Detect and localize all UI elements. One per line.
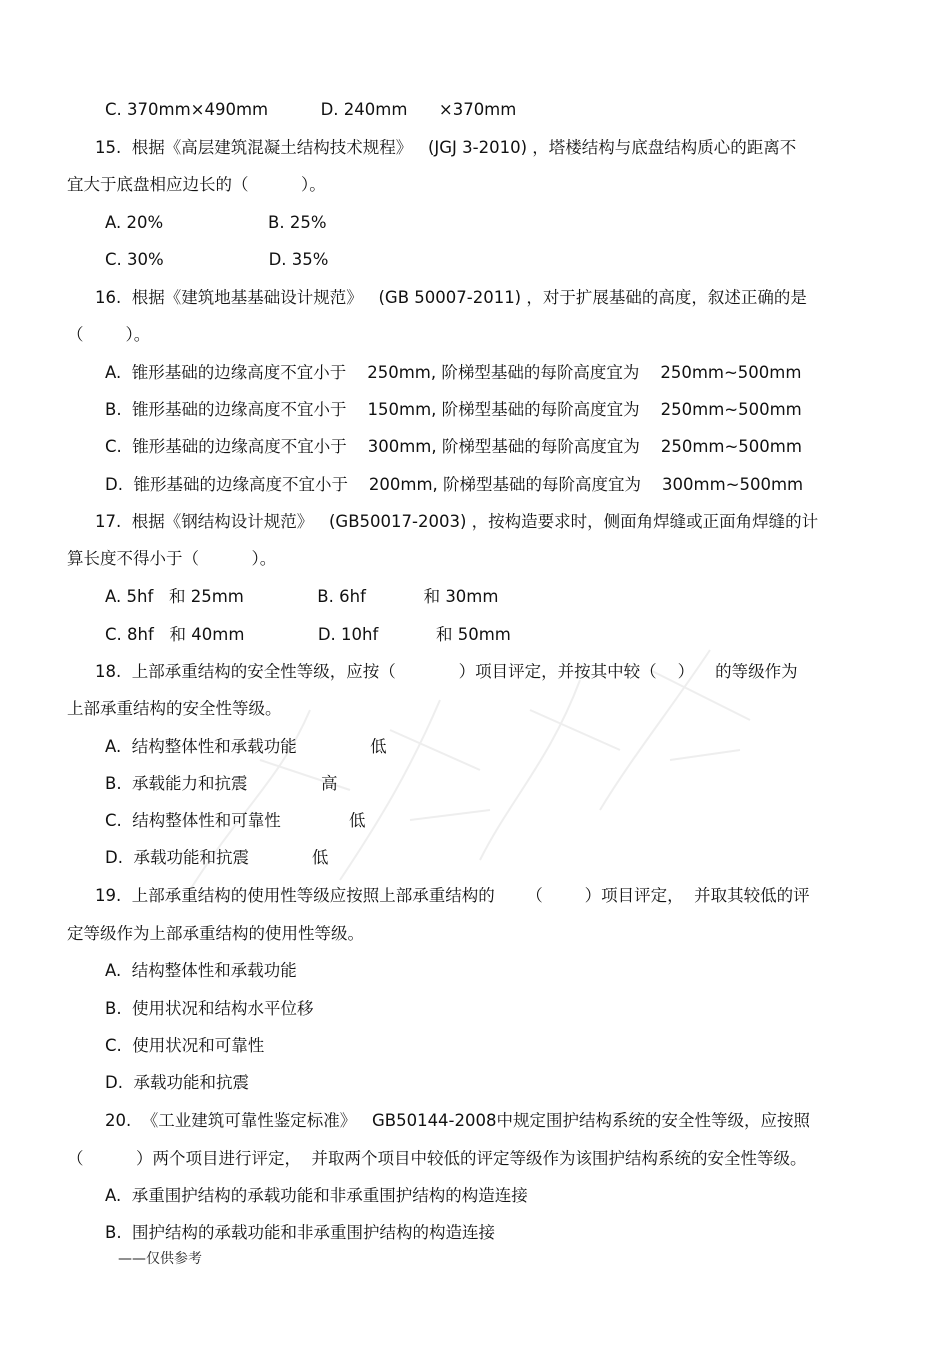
line-16: 18. 上部承重结构的安全性等级，应按（ ）项目评定，并按其中较（ ） 的等级作为 — [95, 662, 798, 681]
line-11: D. 锥形基础的边缘高度不宜小于 200mm, 阶梯型基础的每阶高度宜为 300mm~500mm — [105, 475, 804, 494]
line-29: （ ）两个项目进行评定， 并取两个项目中较低的评定等级作为该围护结构系统的安全性等级。 — [67, 1149, 807, 1168]
line-12: 17. 根据《钢结构设计规范》 (GB50017-2003) ，按构造要求时，侧面角焊缝或正面角焊缝的计 — [95, 512, 819, 531]
line-1: C. 370mm×490mm D. 240mm ×370mm — [105, 100, 517, 119]
line-7: （ ）。 — [67, 325, 151, 344]
line-9: B. 锥形基础的边缘高度不宜小于 150mm, 阶梯型基础的每阶高度宜为 250mm~500mm — [105, 400, 802, 419]
line-20: C. 结构整体性和可靠性 低 — [105, 811, 366, 830]
line-26: C. 使用状况和可靠性 — [105, 1036, 265, 1055]
line-3: 宜大于底盘相应边长的（ ）。 — [67, 175, 326, 194]
line-22: 19. 上部承重结构的使用性等级应按照上部承重结构的 （ ）项目评定， 并取其较低的评 — [95, 886, 810, 905]
line-23: 定等级作为上部承重结构的使用性等级。 — [67, 924, 364, 943]
line-10: C. 锥形基础的边缘高度不宜小于 300mm, 阶梯型基础的每阶高度宜为 250mm~500mm — [105, 437, 802, 456]
line-21: D. 承载功能和抗震 低 — [105, 848, 329, 867]
line-4: A. 20% B. 25% — [105, 213, 327, 232]
line-17: 上部承重结构的安全性等级。 — [67, 699, 282, 718]
line-19: B. 承载能力和抗震 高 — [105, 774, 338, 793]
line-30: A. 承重围护结构的承载功能和非承重围护结构的构造连接 — [105, 1186, 528, 1205]
footer-note: ——仅供参考 — [118, 1251, 202, 1267]
line-13: 算长度不得小于（ ）。 — [67, 549, 277, 568]
line-5: C. 30% D. 35% — [105, 250, 329, 269]
line-2: 15. 根据《高层建筑混凝土结构技术规程》 (JGJ 3-2010) ，塔楼结构与底盘结构质心的距离不 — [95, 138, 797, 157]
line-6: 16. 根据《建筑地基基础设计规范》 (GB 50007-2011) ，对于扩展基础的高度，叙述正确的是 — [95, 288, 807, 307]
line-31: B. 围护结构的承载功能和非承重围护结构的构造连接 — [105, 1223, 496, 1242]
line-27: D. 承载功能和抗震 — [105, 1073, 249, 1092]
line-15: C. 8hf 和 40mm D. 10hf 和 50mm — [105, 625, 511, 644]
line-25: B. 使用状况和结构水平位移 — [105, 999, 314, 1018]
line-18: A. 结构整体性和承载功能 低 — [105, 737, 387, 756]
line-8: A. 锥形基础的边缘高度不宜小于 250mm, 阶梯型基础的每阶高度宜为 250mm~500mm — [105, 363, 802, 382]
line-24: A. 结构整体性和承载功能 — [105, 961, 297, 980]
line-28: 20. 《工业建筑可靠性鉴定标准》 GB50144-2008中规定围护结构系统的安全性等级，应按照 — [105, 1111, 811, 1130]
line-14: A. 5hf 和 25mm B. 6hf 和 30mm — [105, 587, 499, 606]
